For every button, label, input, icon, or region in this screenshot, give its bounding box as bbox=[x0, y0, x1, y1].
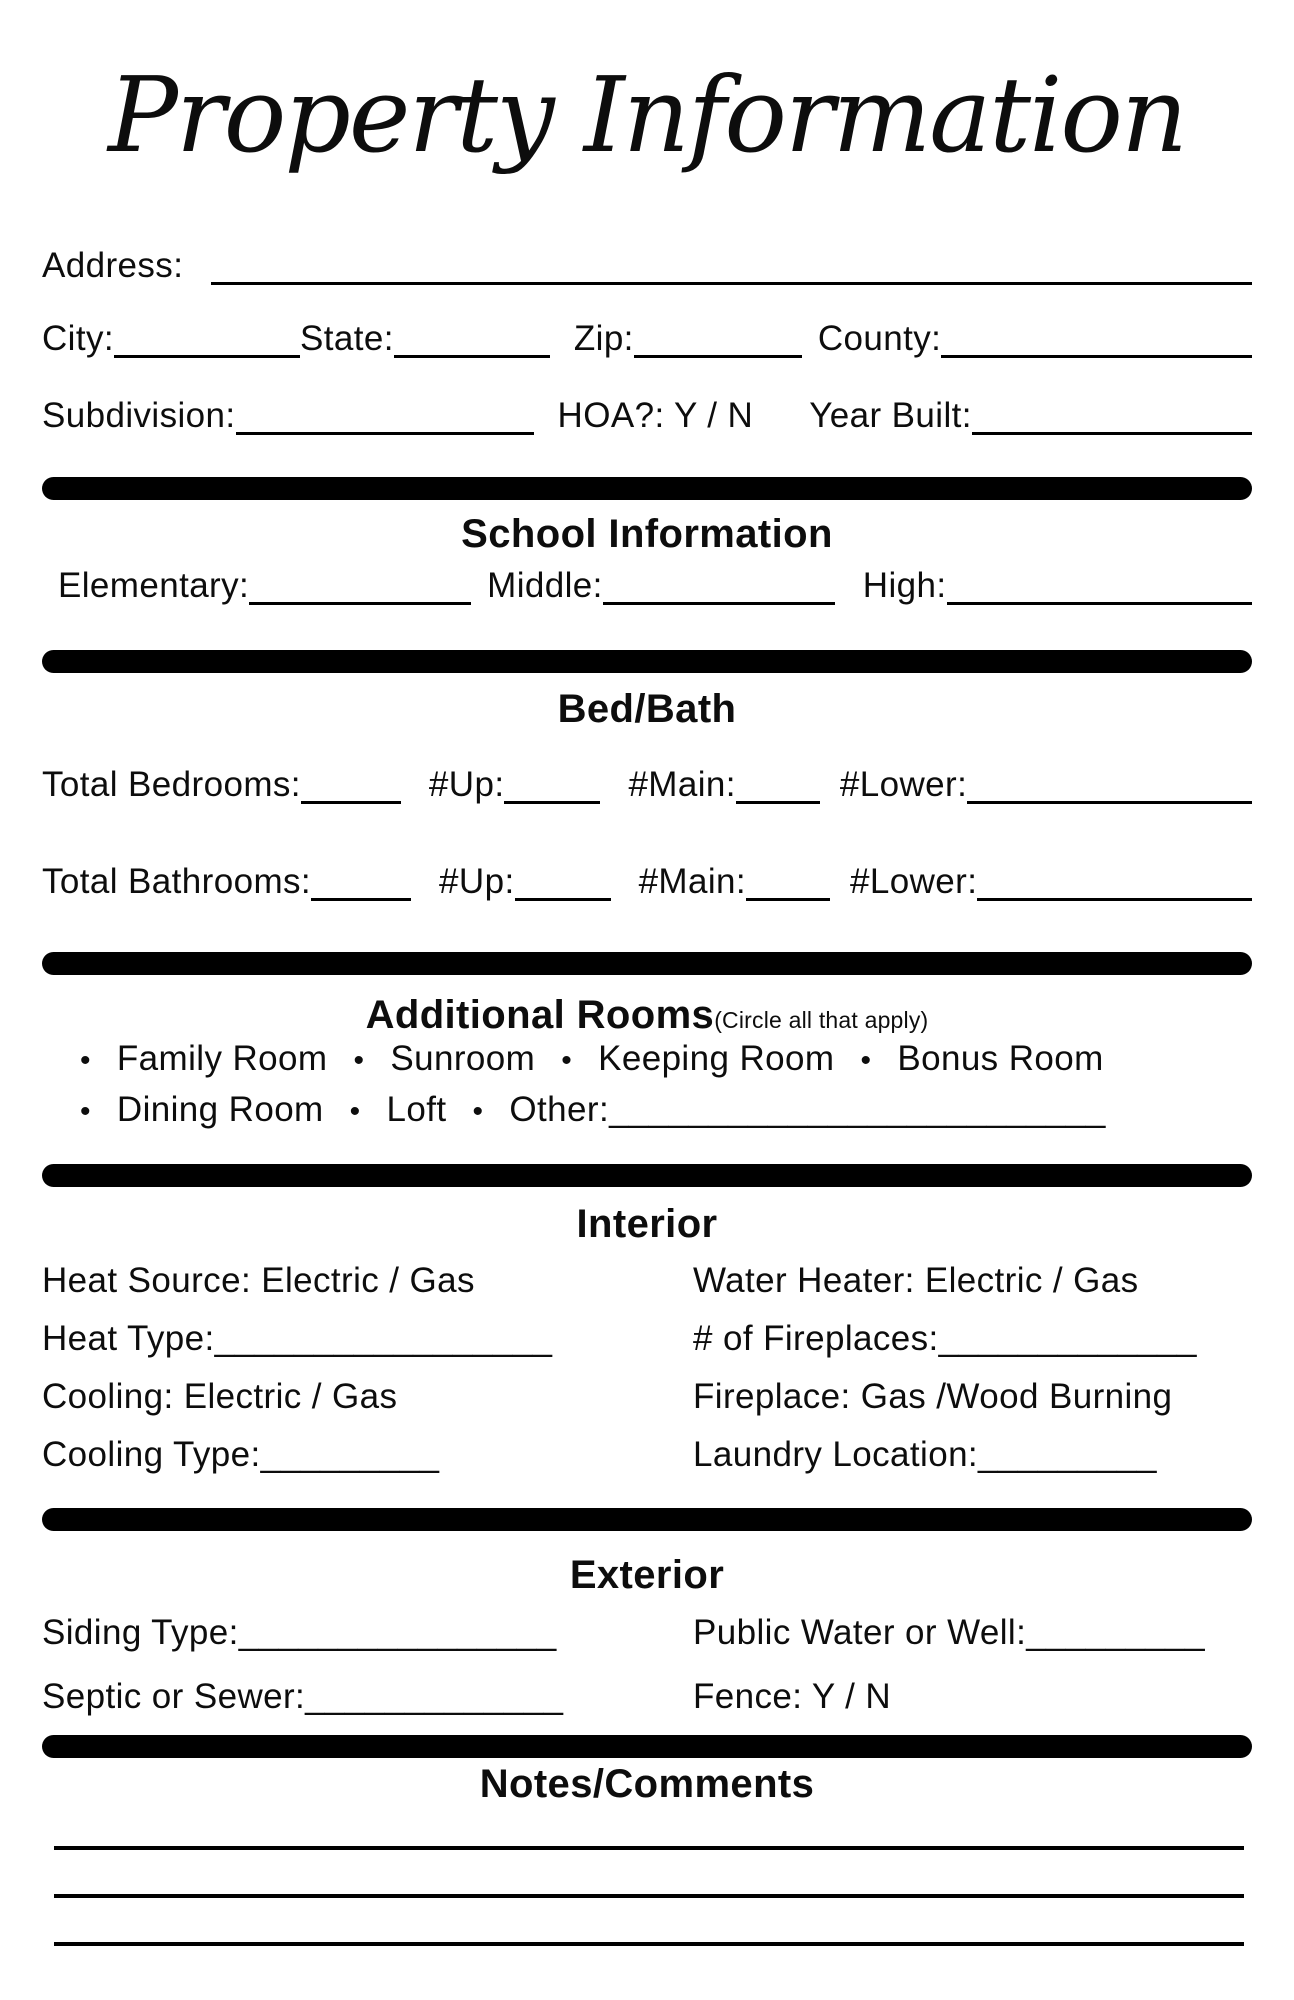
page-title: Property Information bbox=[108, 54, 1186, 176]
cooling-type-field: Cooling Type:_________ bbox=[42, 1435, 440, 1474]
elementary-blank-line bbox=[249, 597, 471, 605]
middle-blank-line bbox=[603, 597, 835, 605]
siding-type-field: Siding Type:________________ bbox=[42, 1613, 557, 1652]
state-blank-line bbox=[394, 350, 550, 358]
water-heater-field: Water Heater: Electric / Gas bbox=[693, 1261, 1139, 1300]
hoa-label: HOA?: Y / N bbox=[557, 395, 754, 435]
bathrooms-main-blank-line bbox=[746, 893, 830, 901]
exterior-right-column bbox=[693, 1601, 1252, 1729]
zip-blank-line bbox=[634, 350, 802, 358]
bedrooms-up-label: #Up: bbox=[428, 764, 505, 804]
bathrooms-lower-label: #Lower: bbox=[850, 861, 978, 901]
notes-blank-line bbox=[54, 1942, 1244, 1946]
bathrooms-lower-blank-line bbox=[977, 893, 1252, 901]
total-bedrooms-label: Total Bedrooms: bbox=[42, 764, 301, 804]
subdivision-blank-line bbox=[236, 427, 534, 435]
bedrooms-up-blank-line bbox=[504, 796, 600, 804]
additional-rooms-heading-text: Additional Rooms bbox=[365, 993, 715, 1037]
bedrooms-lower-label: #Lower: bbox=[839, 764, 968, 804]
state-label: State: bbox=[300, 318, 394, 358]
subdivision-hoa-year-row bbox=[42, 388, 1252, 435]
address-blank-line bbox=[211, 277, 1252, 285]
middle-label: Middle: bbox=[487, 565, 603, 605]
room-option-family-room: Family Room bbox=[116, 1039, 328, 1078]
section-divider bbox=[42, 1508, 1252, 1531]
zip-label: Zip: bbox=[573, 318, 634, 358]
interior-left-column bbox=[42, 1252, 693, 1484]
section-divider bbox=[42, 477, 1252, 500]
room-option-dining-room: Dining Room bbox=[116, 1090, 324, 1129]
bathrooms-up-blank-line bbox=[515, 893, 611, 901]
heat-source-field: Heat Source: Electric / Gas bbox=[42, 1261, 475, 1300]
notes-blank-line bbox=[54, 1846, 1244, 1850]
section-divider bbox=[42, 952, 1252, 975]
bathrooms-row bbox=[42, 854, 1252, 901]
school-row bbox=[42, 558, 1252, 605]
total-bathrooms-blank-line bbox=[311, 893, 411, 901]
high-blank-line bbox=[947, 597, 1252, 605]
bullet-icon: • bbox=[860, 1044, 872, 1077]
elementary-label: Elementary: bbox=[58, 565, 250, 605]
laundry-location-field: Laundry Location:_________ bbox=[693, 1435, 1157, 1474]
title-block bbox=[42, 0, 1252, 230]
fence-field: Fence: Y / N bbox=[693, 1677, 892, 1716]
additional-rooms-row-1 bbox=[42, 1039, 1252, 1086]
notes-section-heading: Notes/Comments bbox=[479, 1762, 815, 1806]
additional-rooms-section-heading bbox=[42, 993, 1252, 1037]
total-bedrooms-blank-line bbox=[301, 796, 401, 804]
interior-right-column bbox=[693, 1252, 1252, 1484]
interior-section-heading: Interior bbox=[576, 1202, 718, 1246]
bathrooms-main-label: #Main: bbox=[638, 861, 747, 901]
room-option-sunroom: Sunroom bbox=[390, 1039, 536, 1078]
fireplaces-count-field: # of Fireplaces:_____________ bbox=[693, 1319, 1197, 1358]
exterior-grid bbox=[42, 1601, 1252, 1729]
city-state-zip-county-row bbox=[42, 311, 1252, 358]
address-label: Address: bbox=[42, 245, 184, 285]
exterior-section-heading: Exterior bbox=[569, 1553, 725, 1597]
bedrooms-lower-blank-line bbox=[967, 796, 1252, 804]
notes-blank-line bbox=[54, 1894, 1244, 1898]
interior-grid bbox=[42, 1252, 1252, 1484]
bullet-icon: • bbox=[561, 1044, 573, 1077]
bullet-icon: • bbox=[472, 1095, 484, 1128]
bed-bath-section-heading: Bed/Bath bbox=[557, 687, 737, 731]
total-bathrooms-label: Total Bathrooms: bbox=[42, 861, 312, 901]
bedrooms-row bbox=[42, 757, 1252, 804]
circle-all-note: (Circle all that apply) bbox=[714, 1007, 929, 1033]
city-label: City: bbox=[42, 318, 114, 358]
bullet-icon: • bbox=[349, 1095, 361, 1128]
bedrooms-main-label: #Main: bbox=[628, 764, 736, 804]
city-blank-line bbox=[114, 350, 300, 358]
bullet-icon: • bbox=[80, 1044, 91, 1077]
room-option-loft: Loft bbox=[386, 1090, 447, 1129]
address-row bbox=[42, 238, 1252, 285]
section-divider bbox=[42, 1735, 1252, 1758]
county-label: County: bbox=[817, 318, 942, 358]
fireplace-type-field: Fireplace: Gas /Wood Burning bbox=[693, 1377, 1173, 1416]
bullet-icon: • bbox=[353, 1044, 365, 1077]
section-divider bbox=[42, 650, 1252, 673]
septic-sewer-field: Septic or Sewer:_____________ bbox=[42, 1677, 564, 1716]
school-section-heading: School Information bbox=[461, 512, 833, 556]
additional-rooms-row-2 bbox=[42, 1090, 1252, 1137]
water-source-field: Public Water or Well:_________ bbox=[693, 1613, 1205, 1652]
room-option-other: Other:_________________________ bbox=[509, 1090, 1106, 1129]
high-label: High: bbox=[862, 565, 947, 605]
year-built-blank-line bbox=[972, 427, 1252, 435]
room-option-keeping-room: Keeping Room bbox=[598, 1039, 835, 1078]
cooling-field: Cooling: Electric / Gas bbox=[42, 1377, 398, 1416]
exterior-left-column bbox=[42, 1601, 693, 1729]
county-blank-line bbox=[941, 350, 1252, 358]
section-divider bbox=[42, 1164, 1252, 1187]
bedrooms-main-blank-line bbox=[736, 796, 820, 804]
bullet-icon: • bbox=[80, 1095, 91, 1128]
heat-type-field: Heat Type:_________________ bbox=[42, 1319, 553, 1358]
room-option-bonus-room: Bonus Room bbox=[897, 1039, 1104, 1078]
year-built-label: Year Built: bbox=[809, 395, 972, 435]
subdivision-label: Subdivision: bbox=[42, 395, 236, 435]
bathrooms-up-label: #Up: bbox=[439, 861, 515, 901]
